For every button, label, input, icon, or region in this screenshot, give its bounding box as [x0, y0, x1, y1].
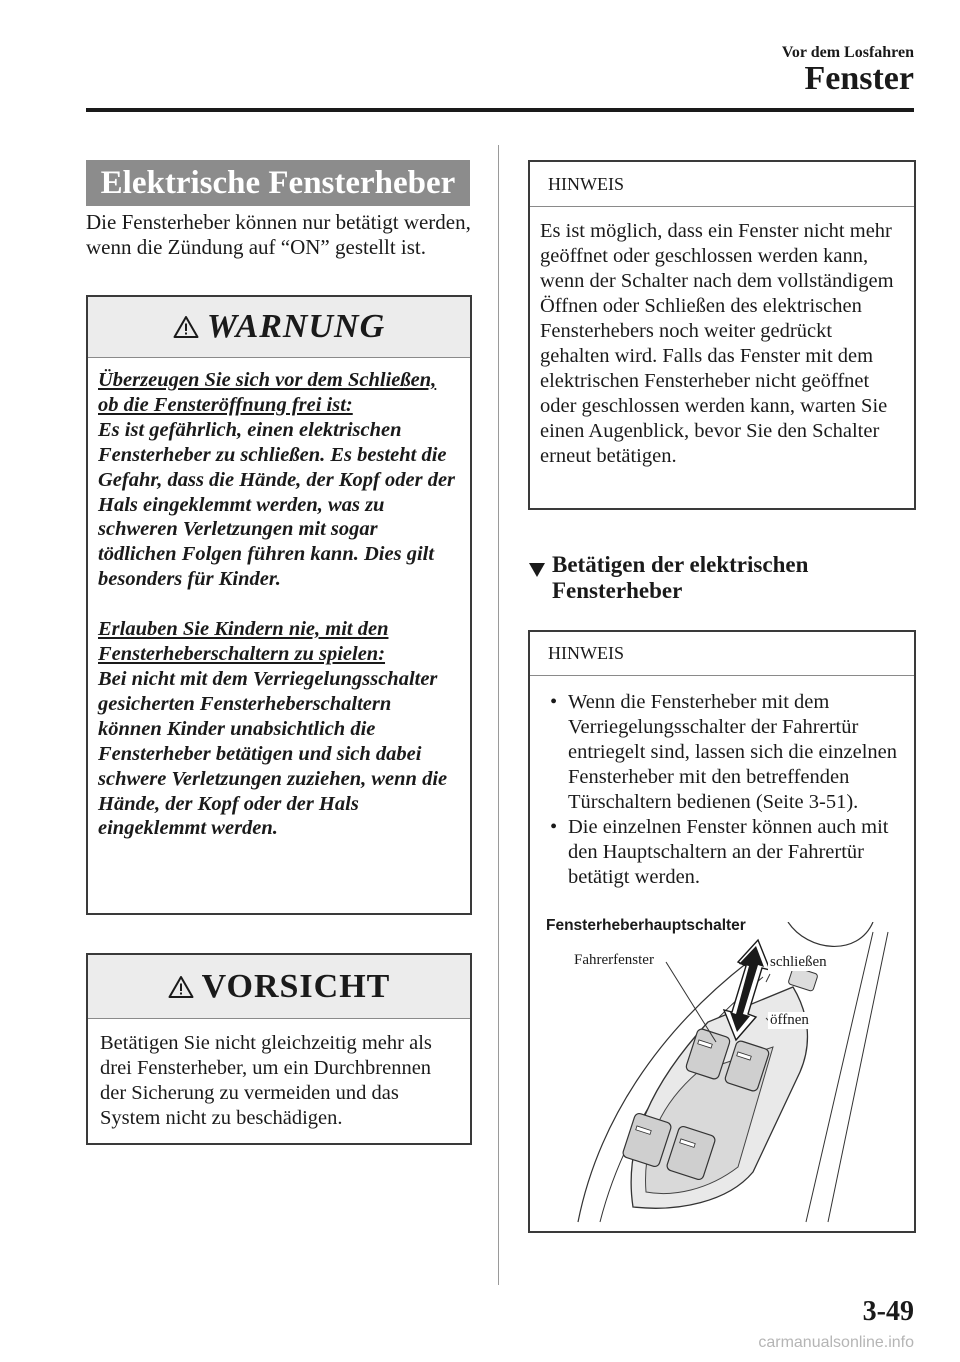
caution-header: [88, 955, 470, 1019]
caution-icon: [168, 975, 194, 999]
warning-title: WARNUNG: [206, 308, 386, 345]
warning-icon: [173, 315, 199, 339]
header-section: Vor dem Losfahren: [781, 44, 914, 61]
list-item: • Die einzelnen Fenster können auch mit den Hauptschaltern an der Fahrertür betätigt werden.: [550, 816, 889, 888]
label-open: öffnen: [770, 1012, 809, 1028]
note-1-text: Es ist möglich, dass ein Fenster nicht mehr geöffnet oder geschlossen werden kann, wenn der Schalter nach dem vollständigem Öffnen oder Schließen des elektrischen Fensterhebers noch weiter gedrückt gehalten wird. Falls das Fenster mit dem elektrischen Fensterheber nicht geöffnet oder geschlossen werden kann, warten Sie einen Augenblick, bevor Sie den Schalter erneut betätigen.: [540, 220, 894, 467]
section-heading: Elektrische Fensterheber: [86, 160, 470, 206]
label-close: schließen: [770, 954, 827, 970]
note-box-1: [528, 160, 916, 510]
diagram-title: Fensterheberhauptschalter: [546, 917, 746, 934]
subheading: [528, 552, 918, 604]
subheading-text: Betätigen der elektrischen Fensterheber: [552, 552, 809, 603]
warning-header: [88, 297, 470, 358]
warning-text-1: Es ist gefährlich, einen elektrischen Fensterheber zu schließen. Es besteht die Gefahr, dass die Hände, der Kopf oder der Hals eingeklemmt werden, was zu schweren Verletzungen mit sogar tödlichen Folgen führen kann. Dies gilt besonders für Kinder.: [98, 418, 456, 591]
note-box-2: [528, 630, 916, 1233]
page-number: 3-49: [862, 1296, 914, 1327]
header-title: Fenster: [804, 60, 914, 97]
bullet-icon: •: [550, 816, 558, 838]
watermark: carmanualsonline.info: [758, 1334, 914, 1351]
header-rule: [86, 108, 914, 112]
triangle-marker-icon: [528, 558, 546, 584]
caution-box: [86, 953, 472, 1145]
warning-content: [88, 358, 470, 841]
note-2-list: [530, 676, 914, 890]
caution-title: VORSICHT: [201, 967, 391, 1005]
window-switch-diagram: [538, 917, 908, 1227]
intro-text: Die Fensterheber können nur betätigt werden, wenn die Zündung auf “ON” gestellt ist.: [86, 210, 471, 259]
note-1-label: HINWEIS: [530, 162, 914, 207]
label-driver-window: Fahrerfenster: [574, 952, 654, 968]
note-2-label: HINWEIS: [530, 632, 914, 676]
list-item: • Wenn die Fensterheber mit dem Verriegelungsschalter der Fahrertür entriegelt sind, lassen sich die einzelnen Fensterheber mit den betreffenden Türschaltern bedienen (Seite 3-51).: [550, 691, 898, 813]
caution-text: Betätigen Sie nicht gleichzeitig mehr als drei Fensterheber, um ein Durchbrennen der Sicherung zu vermeiden und das System nicht zu beschädigen.: [100, 1032, 432, 1129]
bullet-icon: •: [550, 691, 558, 713]
warning-text-2: Bei nicht mit dem Verriegelungsschalter gesicherten Fensterheberschaltern können Kinder unabsichtlich die Fensterheber betätigen und sich dabei schwere Verletzungen zuziehen, wenn die Hände, der Kopf oder der Hals eingeklemmt werden.: [98, 667, 448, 840]
warning-heading-1: Überzeugen Sie sich vor dem Schließen, ob die Fensteröffnung frei ist:: [98, 369, 437, 416]
warning-heading-2: Erlauben Sie Kindern nie, mit den Fensterheberschaltern zu spielen:: [98, 618, 389, 666]
warning-box: [86, 295, 472, 915]
column-divider: [498, 145, 499, 1285]
